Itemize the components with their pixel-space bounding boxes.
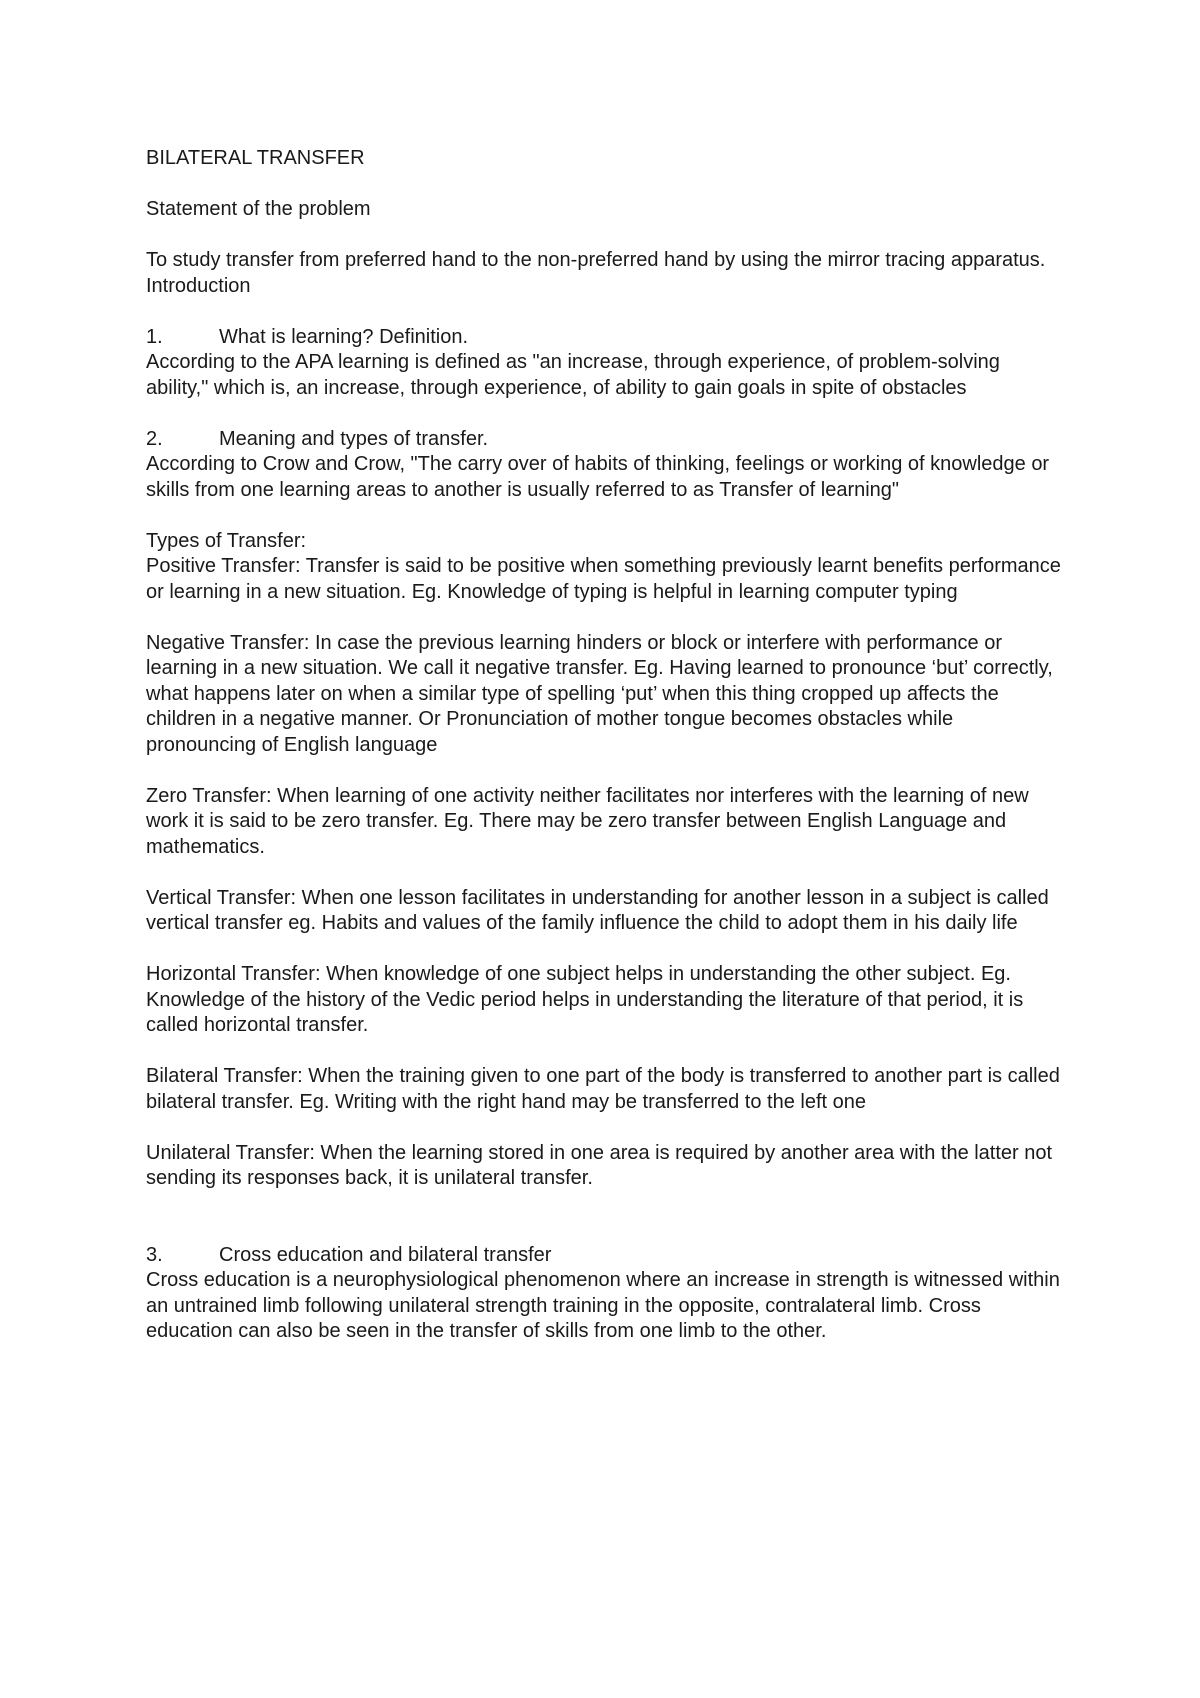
section-2-text: According to Crow and Crow, "The carry over of habits of thinking, feelings or working of knowledge or skills from one learning areas to another is usually referred to as Transfer of learning"	[146, 453, 1050, 501]
unilateral-transfer-paragraph: Unilateral Transfer: When the learning stored in one area is required by another area with the latter not sending its responses back, it is unilateral transfer.	[146, 1141, 1053, 1189]
section-3-heading	[146, 1243, 1066, 1269]
section-1-heading	[146, 325, 1066, 351]
section-title: What is learning? Definition.	[219, 325, 469, 348]
bilateral-transfer-paragraph: Bilateral Transfer: When the training given to one part of the body is transferred to another part is called bilateral transfer. Eg. Writing with the right hand may be transferred to the left one	[146, 1065, 1060, 1113]
zero-transfer-paragraph: Zero Transfer: When learning of one activity neither facilitates nor interferes with the learning of new work it is said to be zero transfer. Eg. There may be zero transfer between English Language and mathematics.	[146, 784, 1029, 858]
section-number: 3.	[146, 1243, 163, 1266]
section-3-text: Cross education is a neurophysiological phenomenon where an increase in strength is witnessed within an untrained limb following unilateral strength training in the opposite, contralateral limb. Cross education can also be seen in the transfer of skills from one limb to the other.	[146, 1269, 1060, 1342]
introduction-heading: Introduction	[146, 274, 251, 297]
section-1-text: According to the APA learning is defined as "an increase, through experience, of problem-solving ability," which is, an increase, through experience, of ability to gain goals in spite of obstacles	[146, 351, 1000, 399]
document-page	[146, 146, 1066, 1345]
vertical-transfer-paragraph: Vertical Transfer: When one lesson facilitates in understanding for another lesson in a subject is called vertical transfer eg. Habits and values of the family influence the child to adopt them in his daily life	[146, 886, 1049, 934]
negative-transfer-paragraph: Negative Transfer: In case the previous learning hinders or block or interfere with performance or learning in a new situation. We call it negative transfer. Eg. Having learned to pronounce ‘but’ correctly, what happens later on when a similar type of spelling ‘put’ when this thing cropped up affects the children in a negative manner. Or Pronunciation of mother tongue becomes obstacles while pronouncing of English language	[146, 631, 1053, 756]
positive-transfer-paragraph: Positive Transfer: Transfer is said to be positive when something previously learnt benefits performance or learning in a new situation. Eg. Knowledge of typing is helpful in learning computer typing	[146, 555, 1061, 603]
section-title: Meaning and types of transfer.	[219, 427, 489, 450]
document-title: BILATERAL TRANSFER	[146, 147, 365, 169]
section-2-heading	[146, 427, 1066, 453]
statement-text: To study transfer from preferred hand to the non-preferred hand by using the mirror tracing apparatus.	[146, 249, 1046, 271]
types-heading: Types of Transfer:	[146, 529, 307, 552]
horizontal-transfer-paragraph: Horizontal Transfer: When knowledge of one subject helps in understanding the other subject. Eg. Knowledge of the history of the Vedic period helps in understanding the literature of that period, it is called horizontal transfer.	[146, 963, 1024, 1036]
section-number: 1.	[146, 325, 163, 348]
section-title: Cross education and bilateral transfer	[219, 1243, 552, 1266]
section-number: 2.	[146, 427, 163, 450]
statement-heading: Statement of the problem	[146, 198, 371, 220]
